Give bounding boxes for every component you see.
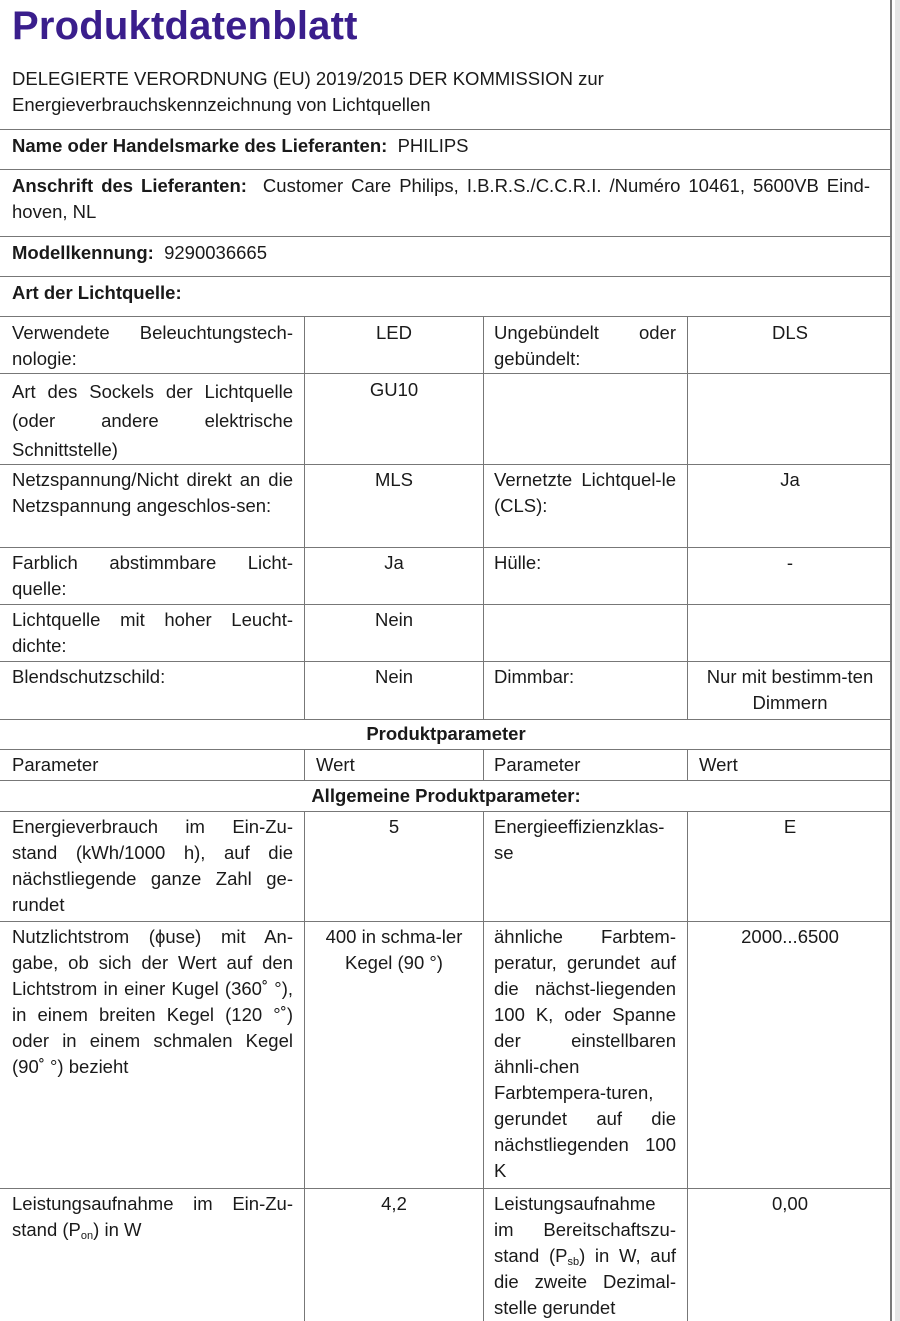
param-label-text: Leistungsaufnahme im Ein-Zu-stand (P bbox=[12, 1193, 293, 1240]
column-divider bbox=[304, 811, 305, 1321]
subtitle-line-2: Energieverbrauchskennzeichnung von Lichtquellen bbox=[12, 94, 431, 115]
supplier-name-label: Name oder Handelsmarke des Lieferanten: bbox=[12, 135, 388, 156]
divider bbox=[0, 1188, 892, 1189]
param-label-text: Leistungsaufnahme im Bereitschaftszu-stand (P bbox=[494, 1193, 676, 1266]
model-value: 9290036665 bbox=[164, 242, 267, 263]
divider bbox=[0, 604, 892, 605]
light-source-value: GU10 bbox=[369, 379, 419, 400]
param-label: Energieeffizienzklas-se bbox=[494, 816, 665, 863]
light-source-type-label: Art der Lichtquelle: bbox=[12, 282, 182, 303]
divider bbox=[0, 780, 892, 781]
divider bbox=[0, 276, 892, 277]
param-label bbox=[494, 1191, 676, 1321]
param-subscript: on bbox=[80, 1230, 94, 1242]
light-source-value: DLS bbox=[772, 322, 808, 343]
column-divider bbox=[483, 811, 484, 1321]
param-value: 2000...6500 bbox=[741, 926, 839, 947]
param-label: Energieverbrauch im Ein-Zu-stand (kWh/1000 h), auf die nächstliegende ganze Zahl ge-rundet bbox=[12, 816, 293, 915]
light-source-label: Art des Sockels der Lichtquelle (oder andere elektrische Schnittstelle) bbox=[12, 381, 293, 460]
param-subscript: sb bbox=[567, 1256, 580, 1268]
divider bbox=[0, 464, 892, 465]
supplier-address-value: Customer Care Philips, I.B.R.S./C.C.R.I. /Numéro 10461, 5600VB Eind-hoven, NL bbox=[12, 175, 870, 222]
model-label: Modellkennung: bbox=[12, 242, 154, 263]
light-source-label: Lichtquelle mit hoher Leucht-dichte: bbox=[12, 609, 293, 656]
light-source-label: Ungebündelt oder gebündelt: bbox=[494, 322, 676, 369]
param-value: 4,2 bbox=[381, 1193, 407, 1214]
column-header: Wert bbox=[699, 754, 738, 775]
column-header: Wert bbox=[316, 754, 355, 775]
param-value: 5 bbox=[388, 816, 400, 837]
param-label-tail: ) in W bbox=[93, 1219, 142, 1240]
supplier-address-row bbox=[12, 173, 870, 225]
column-divider bbox=[687, 811, 688, 1321]
divider bbox=[0, 169, 892, 170]
light-source-label: Dimmbar: bbox=[494, 666, 575, 687]
param-label: ähnliche Farbtem-peratur, gerundet auf die nächst-liegenden 100 K, oder Spanne der einstellbaren ähnli-chen Farbtempera-turen, gerundet auf die nächstliegenden 100 K bbox=[494, 926, 676, 1181]
param-label bbox=[12, 1191, 293, 1243]
light-source-label: Farblich abstimmbare Licht-quelle: bbox=[12, 552, 293, 599]
light-source-label: Blendschutzschild: bbox=[12, 666, 166, 687]
light-source-value: MLS bbox=[374, 469, 414, 490]
divider bbox=[0, 373, 892, 374]
column-divider bbox=[687, 316, 688, 719]
column-divider bbox=[687, 749, 688, 780]
column-divider bbox=[483, 316, 484, 719]
light-source-label: Netzspannung/Nicht direkt an die Netzspannung angeschlos-sen: bbox=[12, 469, 293, 516]
divider bbox=[0, 236, 892, 237]
divider bbox=[0, 547, 892, 548]
light-source-value: Nein bbox=[374, 609, 414, 630]
param-label: Nutzlichtstrom (ϕuse) mit An-gabe, ob sich der Wert auf den Lichtstrom in einer Kugel (360˚ °), in einem breiten Kegel (120 °˚) oder in einem schmalen Kegel (90˚ °) bezieht bbox=[12, 926, 293, 1077]
page-title: Produktdatenblatt bbox=[12, 4, 358, 48]
light-source-type-row bbox=[12, 280, 882, 306]
light-source-value: Nein bbox=[374, 666, 414, 687]
divider bbox=[0, 749, 892, 750]
column-header: Parameter bbox=[494, 754, 581, 775]
divider bbox=[0, 129, 892, 130]
light-source-label: Verwendete Beleuchtungstech-nologie: bbox=[12, 322, 293, 369]
column-divider bbox=[304, 749, 305, 780]
param-value: E bbox=[783, 816, 797, 837]
supplier-address-label: Anschrift des Lieferanten: bbox=[12, 175, 247, 196]
param-value: 0,00 bbox=[771, 1193, 808, 1214]
param-value: 400 in schma-ler Kegel (90 °) bbox=[325, 926, 463, 973]
section-title bbox=[0, 783, 892, 809]
divider bbox=[0, 661, 892, 662]
light-source-value: Ja bbox=[384, 552, 404, 573]
general-params-title: Allgemeine Produktparameter: bbox=[311, 785, 581, 806]
supplier-name-row bbox=[12, 133, 882, 159]
light-source-label: Vernetzte Lichtquel-le (CLS): bbox=[494, 469, 676, 516]
model-row bbox=[12, 240, 882, 266]
section-title bbox=[0, 721, 892, 747]
column-header: Parameter bbox=[12, 754, 99, 775]
divider bbox=[0, 811, 892, 812]
subtitle-line-1: DELEGIERTE VERORDNUNG (EU) 2019/2015 DER KOMMISSION zur bbox=[12, 68, 604, 89]
page-edge bbox=[895, 0, 900, 1321]
divider bbox=[0, 921, 892, 922]
divider bbox=[0, 719, 892, 720]
regulation-subtitle bbox=[12, 66, 882, 118]
light-source-label: Hülle: bbox=[494, 552, 542, 573]
light-source-value: Nur mit bestimm-ten Dimmern bbox=[706, 666, 874, 713]
light-source-value: LED bbox=[376, 322, 412, 343]
light-source-value: - bbox=[786, 552, 794, 573]
product-params-title: Produktparameter bbox=[366, 723, 526, 744]
supplier-name-value: PHILIPS bbox=[397, 135, 469, 156]
divider bbox=[0, 316, 892, 317]
light-source-value: Ja bbox=[780, 469, 800, 490]
column-divider bbox=[483, 749, 484, 780]
param-label-tail: ) in W, auf die zweite Dezimal-stelle gerundet bbox=[494, 1245, 676, 1318]
